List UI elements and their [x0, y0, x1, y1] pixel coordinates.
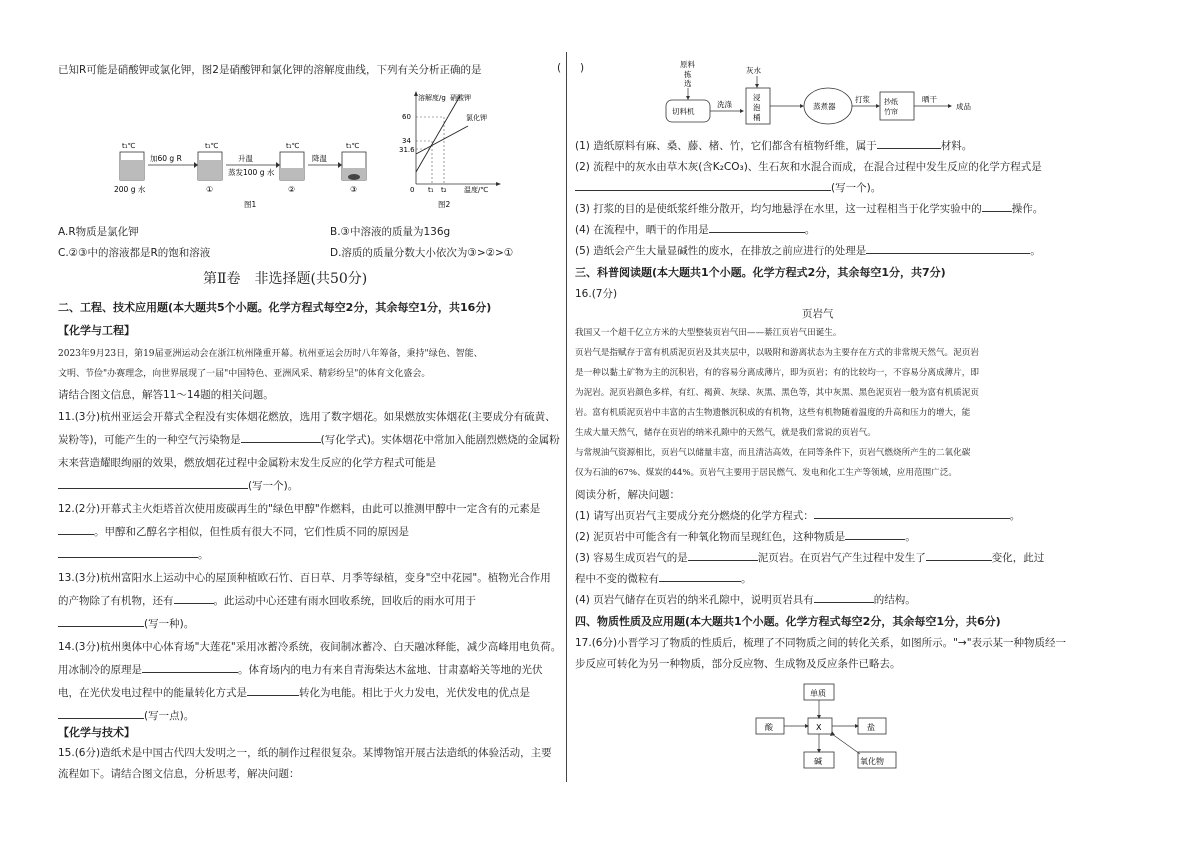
intro-ask: 请结合图文信息，解答11～14题的相关问题。 [58, 389, 274, 401]
q16-3-text-a: (3) 容易生成页岩气的是 [575, 552, 688, 564]
part-2-title: 第Ⅱ卷 非选择题(共50分) [203, 271, 368, 287]
fig2-x-t1: t₁ [428, 186, 434, 194]
q16-3b-text: 程中不变的微粒有 [575, 573, 659, 585]
node-top: 单质 [810, 689, 826, 698]
beaker-initial [120, 152, 144, 180]
q16-4-blank[interactable] [814, 592, 874, 603]
q15-5-tail: 。 [1030, 245, 1041, 257]
q15-2-tail: (写一个)。 [831, 182, 882, 194]
q11-line-3: 末来营造耀眼绚丽的效果，燃放烟花过程中金属粉末发生反应的化学方程式可能是 [58, 457, 436, 469]
reading-line-7: 与常规油气资源相比，页岩气以储量丰富，而且清洁高效，在同等条件下，页岩气燃烧所产生的二氧化碳 [575, 448, 971, 458]
q11-line-1: 11.(3分)杭州亚运会开幕式全程没有实体烟花燃放，选用了数字烟花。如果燃放实体烟花(主要成分有硫黄、 [58, 411, 556, 423]
q15-item-5 [575, 243, 1041, 258]
intro-line-1: 2023年9月23日，第19届亚洲运动会在浙江杭州隆重开幕。杭州亚运会历时八年筹备，秉持"绿色、智能、 [58, 349, 483, 359]
q15-3-blank[interactable] [982, 201, 1012, 212]
q11-line-2 [58, 432, 560, 447]
q15-4-blank[interactable] [709, 222, 805, 233]
q16-item-3 [575, 550, 1044, 565]
q12-blank-element[interactable] [58, 524, 94, 535]
fig2-series-kno3: 硝酸钾 [450, 94, 471, 102]
fig2-origin: 0 [410, 186, 415, 194]
q12-line-1: 12.(2分)开幕式主火炬塔首次使用废碳再生的"绿色甲醇"作燃料，由此可以推测甲醇中一定含有的元素是 [58, 503, 541, 515]
flow-steamer: 蒸煮器 [813, 102, 836, 111]
flow-wash: 洗涤 [717, 100, 732, 109]
fig2-xlabel: 温度/℃ [464, 186, 489, 194]
section-4-title: 四、物质性质及应用题(本大题共1个小题。化学方程式每空2分，其余每空1分，共6分) [575, 615, 1001, 628]
fig2-x-t2: t₂ [441, 186, 447, 194]
section-3-title: 三、科普阅读题(本大题共1个小题。化学方程式2分，其余每空1分，共7分) [575, 266, 946, 279]
papermaking-flow-diagram [660, 56, 990, 128]
fig1-num-3: ③ [350, 185, 358, 194]
svg-text:抄纸: 抄纸 [884, 98, 898, 106]
section-2-title: 二、工程、技术应用题(本大题共5个小题。化学方程式每空2分，其余每空1分，共16分) [58, 301, 492, 314]
flow-lime: 灰水 [746, 66, 761, 75]
q15-line-1: 15.(6分)造纸术是中国古代四大发明之一，纸的制作过程很复杂。某博物馆开展古法造纸的体验活动，主要 [58, 747, 552, 759]
q16-label: 16.(7分) [575, 288, 618, 300]
q14-text-d: 转化为电能。相比于火力发电，光伏发电的优点是 [299, 687, 530, 699]
fig1-evap-label: 蒸发100 g 水 [228, 168, 275, 177]
fig1-t1-d: t₁℃ [346, 142, 360, 150]
q14-text-c: 电，在光伏发电过程中的能量转化方式是 [58, 687, 247, 699]
q13-line-2 [58, 593, 476, 608]
q15-line-2: 流程如下。请结合图文信息，分析思考，解决问题： [58, 768, 300, 780]
reading-line-3: 是一种以黏土矿物为主的沉积岩，有的容易分离成薄片，即为页岩；有的比较均一，不容易分离成薄片，即 [575, 368, 979, 378]
q15-item-2-cont [575, 180, 881, 195]
q16-3-blank-a[interactable] [688, 550, 758, 561]
fig1-caption: 图1 [244, 200, 257, 209]
q15-2-blank[interactable] [575, 180, 831, 191]
q15-item-4 [575, 222, 815, 237]
kcl-curve [416, 126, 468, 154]
reading-line-6: 生成大量天然气，储存在页岩的纳米孔隙中的天然气，就是我们常说的页岩气。 [575, 428, 876, 438]
q16-2-blank[interactable] [845, 529, 905, 540]
q14-line-1: 14.(3分)杭州奥体中心体育场"大莲花"采用冰蓄冷系统，夜间制冰蓄冷、白天融冰释能，减少高峰用电负荷。 [58, 641, 562, 653]
fig2-tick-60: 60 [402, 113, 411, 121]
fig1-cool-label: 降温 [312, 154, 327, 163]
beaker-2 [280, 152, 304, 180]
flow-pick-1: 拣 [684, 70, 692, 79]
fig2-tick-34: 34 [402, 137, 411, 145]
q11-text-c: (写一个)。 [248, 480, 299, 492]
flow-cutter: 切料机 [672, 107, 695, 116]
node-right: 盐 [867, 723, 875, 732]
q15-1-text: (1) 造纸原料有麻、桑、藤、楮、竹，它们都含有植物纤维，属于 [575, 140, 877, 152]
reading-title: 页岩气 [802, 308, 834, 320]
flow-dry: 晒干 [922, 95, 937, 104]
q16-1-tail: 。 [1009, 510, 1021, 522]
q10-option-a: A.R物质是氯化钾 [58, 226, 139, 238]
fig2-ylabel: 溶解度/g [418, 94, 446, 102]
reading-line-5: 岩。富有机质泥页岩中丰富的古生物遗骸沉积成的有机物，这些有机物随着温度的升高和压力的增大，能 [575, 408, 971, 418]
q15-1-tail: 材料。 [940, 140, 973, 152]
q13-text-b: 。此运动中心还建有雨水回收系统，回收后的雨水可用于 [213, 595, 476, 607]
q14-text-e: (写一点)。 [144, 710, 195, 722]
fig1-t1-a: t₁℃ [122, 142, 136, 150]
flow-raw: 原料 [680, 60, 695, 69]
reading-line-1: 我国又一个超千亿立方米的大型整装页岩气田——綦江页岩气田诞生。 [575, 328, 842, 338]
q17-line-1: 17.(6分)小晋学习了物质的性质后，梳理了不同物质之间的转化关系，如图所示。"→"表示某一种物质经一 [575, 637, 1067, 649]
q16-ask: 阅读分析，解决问题： [575, 489, 680, 501]
q10-paren-open: ( [557, 62, 562, 74]
fig1-t1-b: t₁℃ [205, 142, 219, 150]
fig1-water-label: 200 g 水 [114, 185, 146, 194]
q14-blank-energy[interactable] [247, 685, 299, 696]
q16-item-3-cont [575, 571, 752, 586]
q15-5-text: (5) 造纸会产生大量显碱性的废水，在排放之前应进行的处理是 [575, 245, 867, 257]
q16-1-blank[interactable] [814, 508, 1010, 519]
beaker-1 [198, 152, 222, 180]
svg-text:桶: 桶 [753, 113, 761, 122]
q14-text-a: 用冰制冷的原理是 [58, 664, 142, 676]
q10-paren-close: ) [580, 62, 585, 74]
svg-text:浸: 浸 [753, 93, 761, 102]
column-divider [566, 52, 567, 782]
q11-blank-equation[interactable] [58, 478, 248, 489]
q16-item-4 [575, 592, 916, 607]
reading-line-4: 为泥岩。泥页岩颜色多样，有红、褐黄、灰绿、灰黑、黑色等，其中灰黑、黑色泥页岩一般为富有机质泥页 [575, 388, 979, 398]
q16-3-text-b: 泥页岩。在页岩气产生过程中发生了 [757, 552, 926, 564]
q16-3-blank-b[interactable] [926, 550, 992, 561]
q13-blank-use[interactable] [58, 616, 144, 627]
q16-3-text-c: 变化，此过 [991, 552, 1045, 564]
fig1-num-1: ① [206, 185, 214, 194]
figure-2-solubility-chart [398, 86, 508, 211]
fig1-t1-c: t₁℃ [286, 142, 300, 150]
q16-item-1 [575, 508, 1020, 523]
q12-text-a: 。甲醇和乙醇名字相似，但性质有很大不同，它们性质不同的原因是 [94, 526, 409, 538]
flow-beat: 打浆 [855, 95, 870, 104]
q12-line-3 [58, 547, 209, 562]
flow-pick-2: 选 [684, 79, 692, 88]
reading-line-8: 仅为石油的67%、煤炭的44%。页岩气主要用于居民燃气、发电和化工生产等领域，应用范围广泛。 [575, 468, 957, 478]
fig2-tick-31-6: 31.6 [399, 146, 415, 154]
q10-option-c: C.②③中的溶液都是R的饱和溶液 [58, 247, 211, 259]
q15-item-3 [575, 201, 1043, 216]
q10-option-d: D.溶质的质量分数大小依次为③>②>① [330, 247, 514, 259]
q14-line-3 [58, 685, 530, 700]
fig1-add-label: 加60 g R [150, 154, 182, 163]
q13-blank-product[interactable] [174, 593, 214, 604]
q16-3b-tail: 。 [741, 573, 752, 585]
substance-network-diagram [750, 682, 910, 782]
q15-1-blank[interactable] [877, 138, 941, 149]
q16-3b-blank[interactable] [659, 571, 741, 582]
fig1-num-2: ② [288, 185, 296, 194]
svg-text:竹帘: 竹帘 [884, 108, 898, 116]
q13-line-1: 13.(3分)杭州富阳水上运动中心的屋顶种植欧石竹、百日草、月季等绿植，变身"空中花园"。植物光合作用 [58, 572, 551, 584]
node-left: 酸 [765, 723, 773, 732]
svg-text:泡: 泡 [753, 103, 761, 112]
node-bottom: 碱 [814, 757, 822, 766]
q14-blank-principle[interactable] [142, 662, 238, 673]
q14-text-b: 。体育场内的电力有来自青海柴达木盆地、甘肃嘉峪关等地的光伏 [238, 664, 543, 676]
tag-chem-engineering: 【化学与工程】 [58, 324, 135, 337]
q16-4-tail: 的结构。 [873, 594, 916, 606]
q16-2-tail: 。 [905, 531, 916, 543]
q11-text-a: 炭粉等)，可能产生的一种空气污染物是 [58, 434, 241, 446]
fig2-caption: 图2 [438, 200, 451, 209]
tag-chem-technology: 【化学与技术】 [58, 726, 135, 739]
q12-line-2 [58, 524, 409, 539]
q15-4-tail: 。 [804, 224, 816, 236]
q15-3-tail: 操作。 [1011, 203, 1044, 215]
q11-line-4 [58, 478, 298, 493]
q15-item-2: (2) 流程中的灰水由草木灰(含K₂CO₃)、生石灰和水混合而成，在混合过程中发生反应的化学方程式是 [575, 161, 1042, 173]
q14-blank-advantage[interactable] [58, 708, 144, 719]
q12-blank-reason[interactable] [58, 547, 198, 558]
q13-text-c: (写一种)。 [144, 618, 195, 630]
beaker-3 [342, 152, 366, 180]
q13-text-a: 的产物除了有机物，还有 [58, 595, 174, 607]
fig2-series-kcl: 氯化钾 [466, 114, 487, 122]
q11-text-b: (写化学式)。实体烟花中常加入能剧烈燃烧的金属粉 [320, 434, 560, 446]
q10-stem: 已知R可能是硝酸钾或氯化钾，图2是硝酸钾和氯化钾的溶解度曲线，下列有关分析正确的是 [58, 64, 482, 76]
q12-text-b: 。 [198, 549, 209, 561]
q15-item-1 [575, 138, 972, 153]
q15-5-blank[interactable] [866, 243, 1030, 254]
q15-3-text: (3) 打浆的目的是使纸浆纤维分散开，均匀地悬浮在水里，这一过程相当于化学实验中的 [575, 203, 982, 215]
q17-line-2: 步反应可转化为另一种物质，部分反应物、生成物及反应条件已略去。 [575, 658, 901, 670]
q14-line-4 [58, 708, 194, 723]
q13-line-3 [58, 616, 194, 631]
intro-line-2: 文明、节俭"办赛理念，向世界展现了一届"中国特色、亚洲风采、精彩纷呈"的体育文化盛会。 [58, 369, 431, 379]
q16-item-2 [575, 529, 916, 544]
q14-line-2 [58, 662, 543, 677]
q16-4-text: (4) 页岩气储存在页岩的纳米孔隙中，说明页岩具有 [575, 594, 814, 606]
q15-4-text: (4) 在流程中，晒干的作用是 [575, 224, 709, 236]
fig1-heat-label: 升温 [238, 154, 253, 163]
flow-product: 成品 [956, 102, 971, 111]
figure-1-diagram [110, 135, 380, 210]
q16-1-text: (1) 请写出页岩气主要成分充分燃烧的化学方程式： [575, 510, 814, 522]
node-center: X [816, 723, 822, 732]
node-br: 氧化物 [860, 757, 884, 766]
reading-line-2: 页岩气是指赋存于富有机质泥页岩及其夹层中，以吸附和游离状态为主要存在方式的非常规天然气。泥页岩 [575, 348, 979, 358]
q10-option-b: B.③中溶液的质量为136g [330, 226, 451, 238]
q11-blank-pollutant[interactable] [241, 432, 321, 443]
q16-2-text: (2) 泥页岩中可能含有一种氧化物而呈现红色，这种物质是 [575, 531, 846, 543]
